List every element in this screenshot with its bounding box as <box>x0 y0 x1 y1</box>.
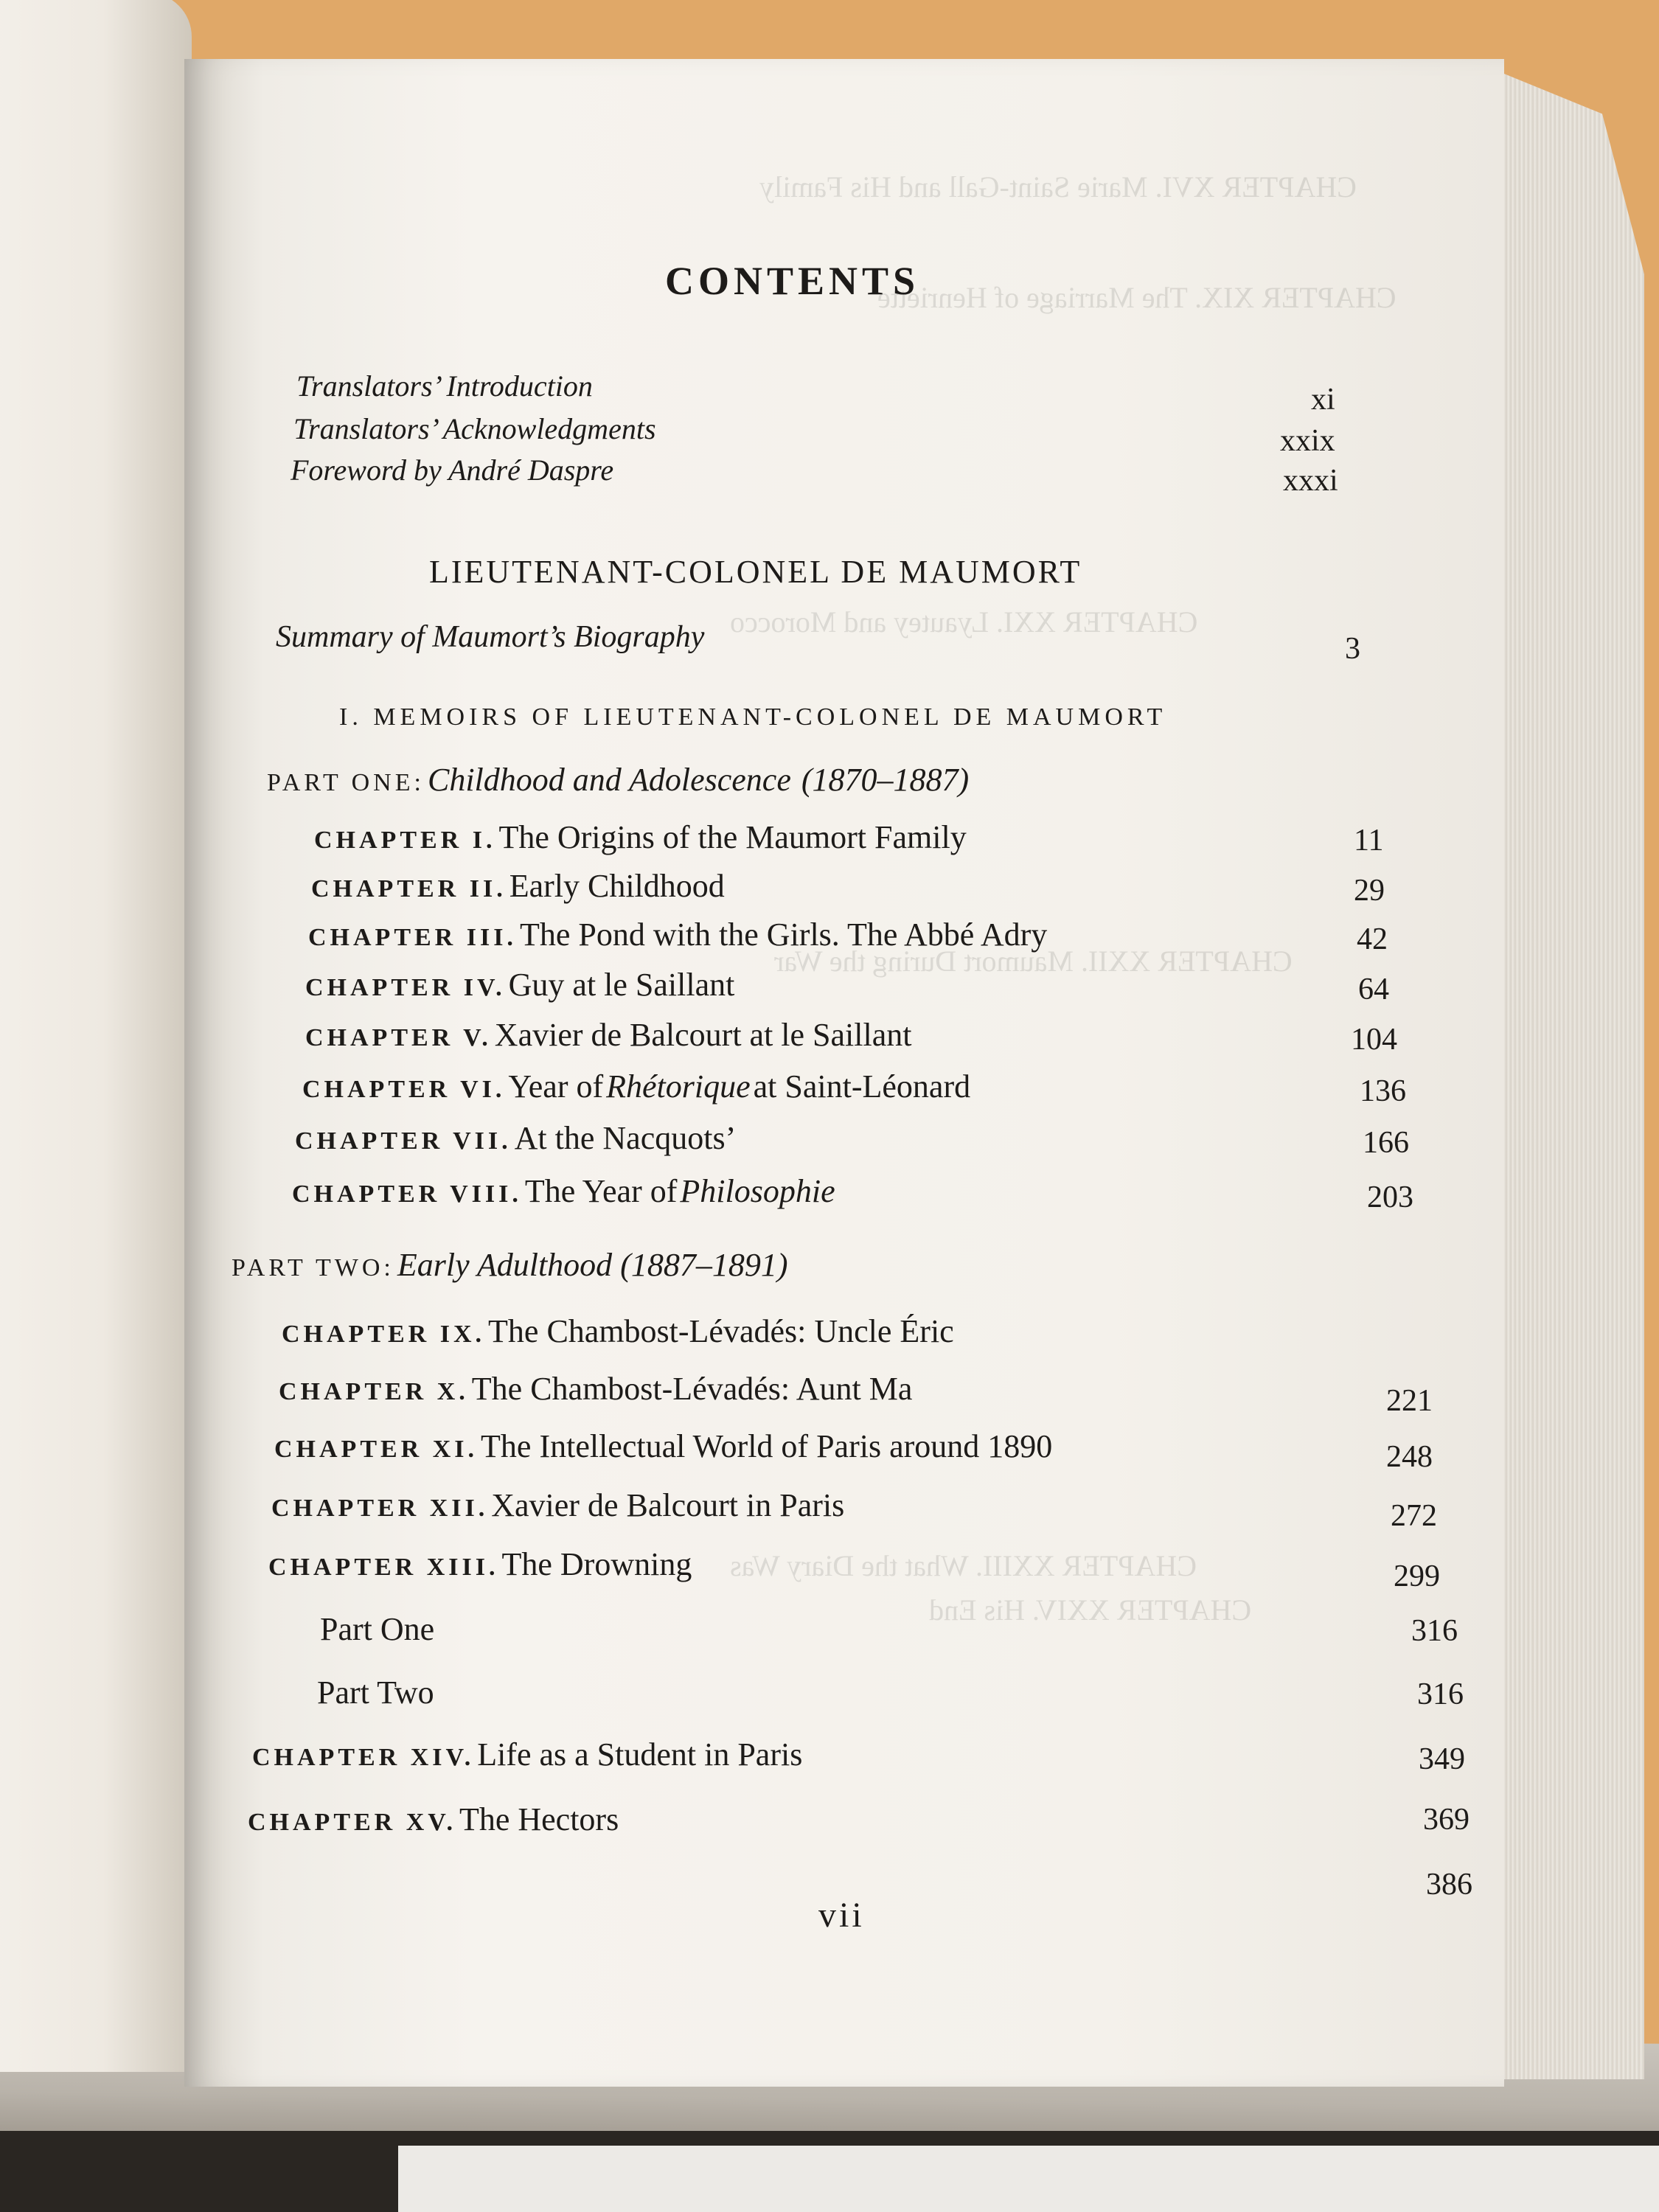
chapter-row <box>305 1016 911 1054</box>
part-dates: (1870–1887) <box>801 762 970 798</box>
chapter-title: The Hectors <box>459 1801 619 1837</box>
subpart-page: 316 <box>1417 1677 1464 1711</box>
chapter-label: CHAPTER II. <box>311 875 507 902</box>
chapter-title: The Pond with the Girls. The Abbé Adry <box>519 917 1048 953</box>
chapter-title: Life as a Student in Paris <box>477 1736 803 1773</box>
toc-entry-title: Translators’ Acknowledgments <box>293 412 656 445</box>
chapter-label: CHAPTER VII. <box>295 1127 512 1155</box>
chapter-page: 272 <box>1391 1499 1437 1533</box>
chapter-label: CHAPTER IV. <box>305 974 506 1001</box>
chapter-page: 369 <box>1423 1803 1470 1837</box>
chapter-label: CHAPTER XIII. <box>268 1554 499 1581</box>
part-title: Childhood and Adolescence <box>427 762 791 798</box>
chapter-title: The Chambost-Lévadés: Aunt Ma <box>471 1371 913 1407</box>
subpart-title: Part One <box>320 1611 435 1647</box>
chapter-row <box>295 1119 736 1157</box>
chapter-row <box>282 1312 954 1350</box>
chapter-title: Xavier de Balcourt at le Saillant <box>494 1017 912 1053</box>
chapter-row <box>311 867 725 905</box>
chapter-label: CHAPTER I. <box>314 827 496 854</box>
part-label: PART TWO: <box>232 1254 394 1281</box>
chapter-page: 136 <box>1360 1074 1406 1108</box>
book-fore-edge <box>1504 74 1644 2079</box>
chapter-title-pre: The Year of <box>524 1173 678 1209</box>
toc-entry-title: Translators’ Introduction <box>296 369 593 403</box>
page-number: vii <box>818 1896 865 1935</box>
chapter-title: Guy at le Saillant <box>508 967 735 1003</box>
page-title: CONTENTS <box>665 259 920 303</box>
chapter-title: Xavier de Balcourt in Paris <box>491 1487 845 1523</box>
chapter-title-italic: Philosophie <box>680 1173 835 1209</box>
chapter-page: 11 <box>1354 824 1384 858</box>
left-page <box>0 0 192 2072</box>
chapter-label: CHAPTER XV. <box>248 1809 456 1836</box>
part-label: PART ONE: <box>267 769 425 796</box>
chapter-row <box>252 1736 802 1773</box>
chapter-page: 29 <box>1354 874 1385 908</box>
chapter-label: CHAPTER IX. <box>282 1321 486 1348</box>
chapter-label: CHAPTER III. <box>308 924 517 951</box>
chapter-page: 316 <box>1411 1614 1458 1648</box>
chapter-title: The Chambost-Lévadés: Uncle Éric <box>488 1313 954 1349</box>
chapter-label: CHAPTER XI. <box>274 1436 479 1463</box>
table-surface <box>0 2131 1659 2212</box>
subpart-title: Part Two <box>317 1674 434 1711</box>
part-two-heading <box>232 1246 787 1284</box>
chapter-row <box>274 1427 1052 1465</box>
chapter-label: CHAPTER XII. <box>271 1495 489 1522</box>
subpart-page: 349 <box>1419 1742 1465 1776</box>
chapter-page: 64 <box>1358 973 1389 1006</box>
contents-page: CHAPTER XVI. Marie Saint-Gall and His Family CHAPTER XIX. The Marriage of Henriette CHAPTER XXI. Lyautey and Morocco CHAPTER XXII. Maumort During the War CHAPTER XXIII. What the Diary Was CHAPTER XXIV. His End CONTENTS Translators’ Introduction xi Translators’ Acknowledgments xxix Foreword by André Daspre xxxi LIEUTENANT-COLONEL DE MAUMORT Summary of Maumort’s Biography 3 I. MEMOIRS OF LIEUTENANT-COLONEL DE MAUMORT PART ONE: Childhood and Adolescence (1870–1887) CHAPTER I. The Origins of the Maumort Family 11 CHAPTER II. Early Childhood 29 CHAPTER III. The Pond with the Girls. The Abbé Adry 42 CHAPTER IV. Guy at le Saillant 64 CHAPTER V. Xavier de Balcourt at le Saillant 104 CHAPTER VI. Year of Rhétorique at Saint-Léonard 136 CHAPTER VII. At the Nacquots’ 166 CHAPTER VIII. The Year of Philosophie 203 PART TWO: Early Adulthood (1887–1891) CHAPTER IX. The Chambost-Lévadés: Uncle Éric 221 CHAPTER X. The Chambost-Lévadés: Aunt Ma 248 CHAPTER XI. The Intellectual World of Paris around 1890 272 CHAPTER XII. Xavier de Balcourt in Paris 299 CHAPTER XIII. The Drowning 316 Part One 316 Part Two 349 CHAPTER XIV. Life as a Student in Paris 369 CHAPTER XV. The Hectors 386 vii <box>184 59 1504 2087</box>
chapter-page: 386 <box>1426 1868 1472 1902</box>
toc-entry-title: Summary of Maumort’s Biography <box>276 620 705 654</box>
chapter-title: The Intellectual World of Paris around 1890 <box>481 1428 1053 1464</box>
section-title: LIEUTENANT-COLONEL DE MAUMORT <box>429 554 1082 590</box>
chapter-label: CHAPTER VI. <box>302 1076 506 1103</box>
chapter-row <box>248 1801 619 1838</box>
chapter-page: 104 <box>1351 1023 1397 1057</box>
toc-entry-page: xxxi <box>1283 464 1338 498</box>
chapter-page: 299 <box>1394 1559 1440 1593</box>
chapter-row <box>305 966 734 1004</box>
chapter-row <box>302 1068 970 1105</box>
chapter-page: 203 <box>1367 1180 1413 1214</box>
chapter-label: CHAPTER VIII. <box>292 1180 522 1208</box>
chapter-row <box>268 1545 692 1583</box>
chapter-row <box>271 1486 844 1524</box>
chapter-label: CHAPTER X. <box>279 1378 469 1405</box>
chapter-page: 42 <box>1357 922 1388 956</box>
chapter-label: CHAPTER V. <box>305 1024 492 1051</box>
toc-entry-page: 3 <box>1345 632 1360 666</box>
chapter-row <box>314 818 967 856</box>
chapter-row <box>292 1172 835 1210</box>
chapter-page: 166 <box>1363 1126 1409 1160</box>
chapter-title: At the Nacquots’ <box>514 1120 737 1156</box>
chapter-title: The Origins of the Maumort Family <box>498 819 967 855</box>
toc-entry-title: Foreword by André Daspre <box>291 453 614 487</box>
chapter-title-pre: Year of <box>508 1068 604 1105</box>
toc-entry-page: xi <box>1311 383 1335 417</box>
chapter-page: 248 <box>1386 1440 1433 1474</box>
toc-entry-page: xxix <box>1280 424 1335 458</box>
memoirs-heading: I. MEMOIRS OF LIEUTENANT-COLONEL DE MAUMORT <box>339 703 1167 731</box>
chapter-page: 221 <box>1386 1384 1433 1418</box>
chapter-row <box>308 916 1047 953</box>
chapter-row <box>279 1370 912 1408</box>
part-one-heading <box>267 761 969 799</box>
chapter-title: Early Childhood <box>509 868 725 904</box>
chapter-title-italic: Rhétorique <box>606 1068 751 1105</box>
chapter-label: CHAPTER XIV. <box>252 1744 475 1771</box>
chapter-title-post: at Saint-Léonard <box>753 1068 971 1105</box>
chapter-title: The Drowning <box>501 1546 692 1582</box>
part-title: Early Adulthood (1887–1891) <box>397 1247 788 1283</box>
